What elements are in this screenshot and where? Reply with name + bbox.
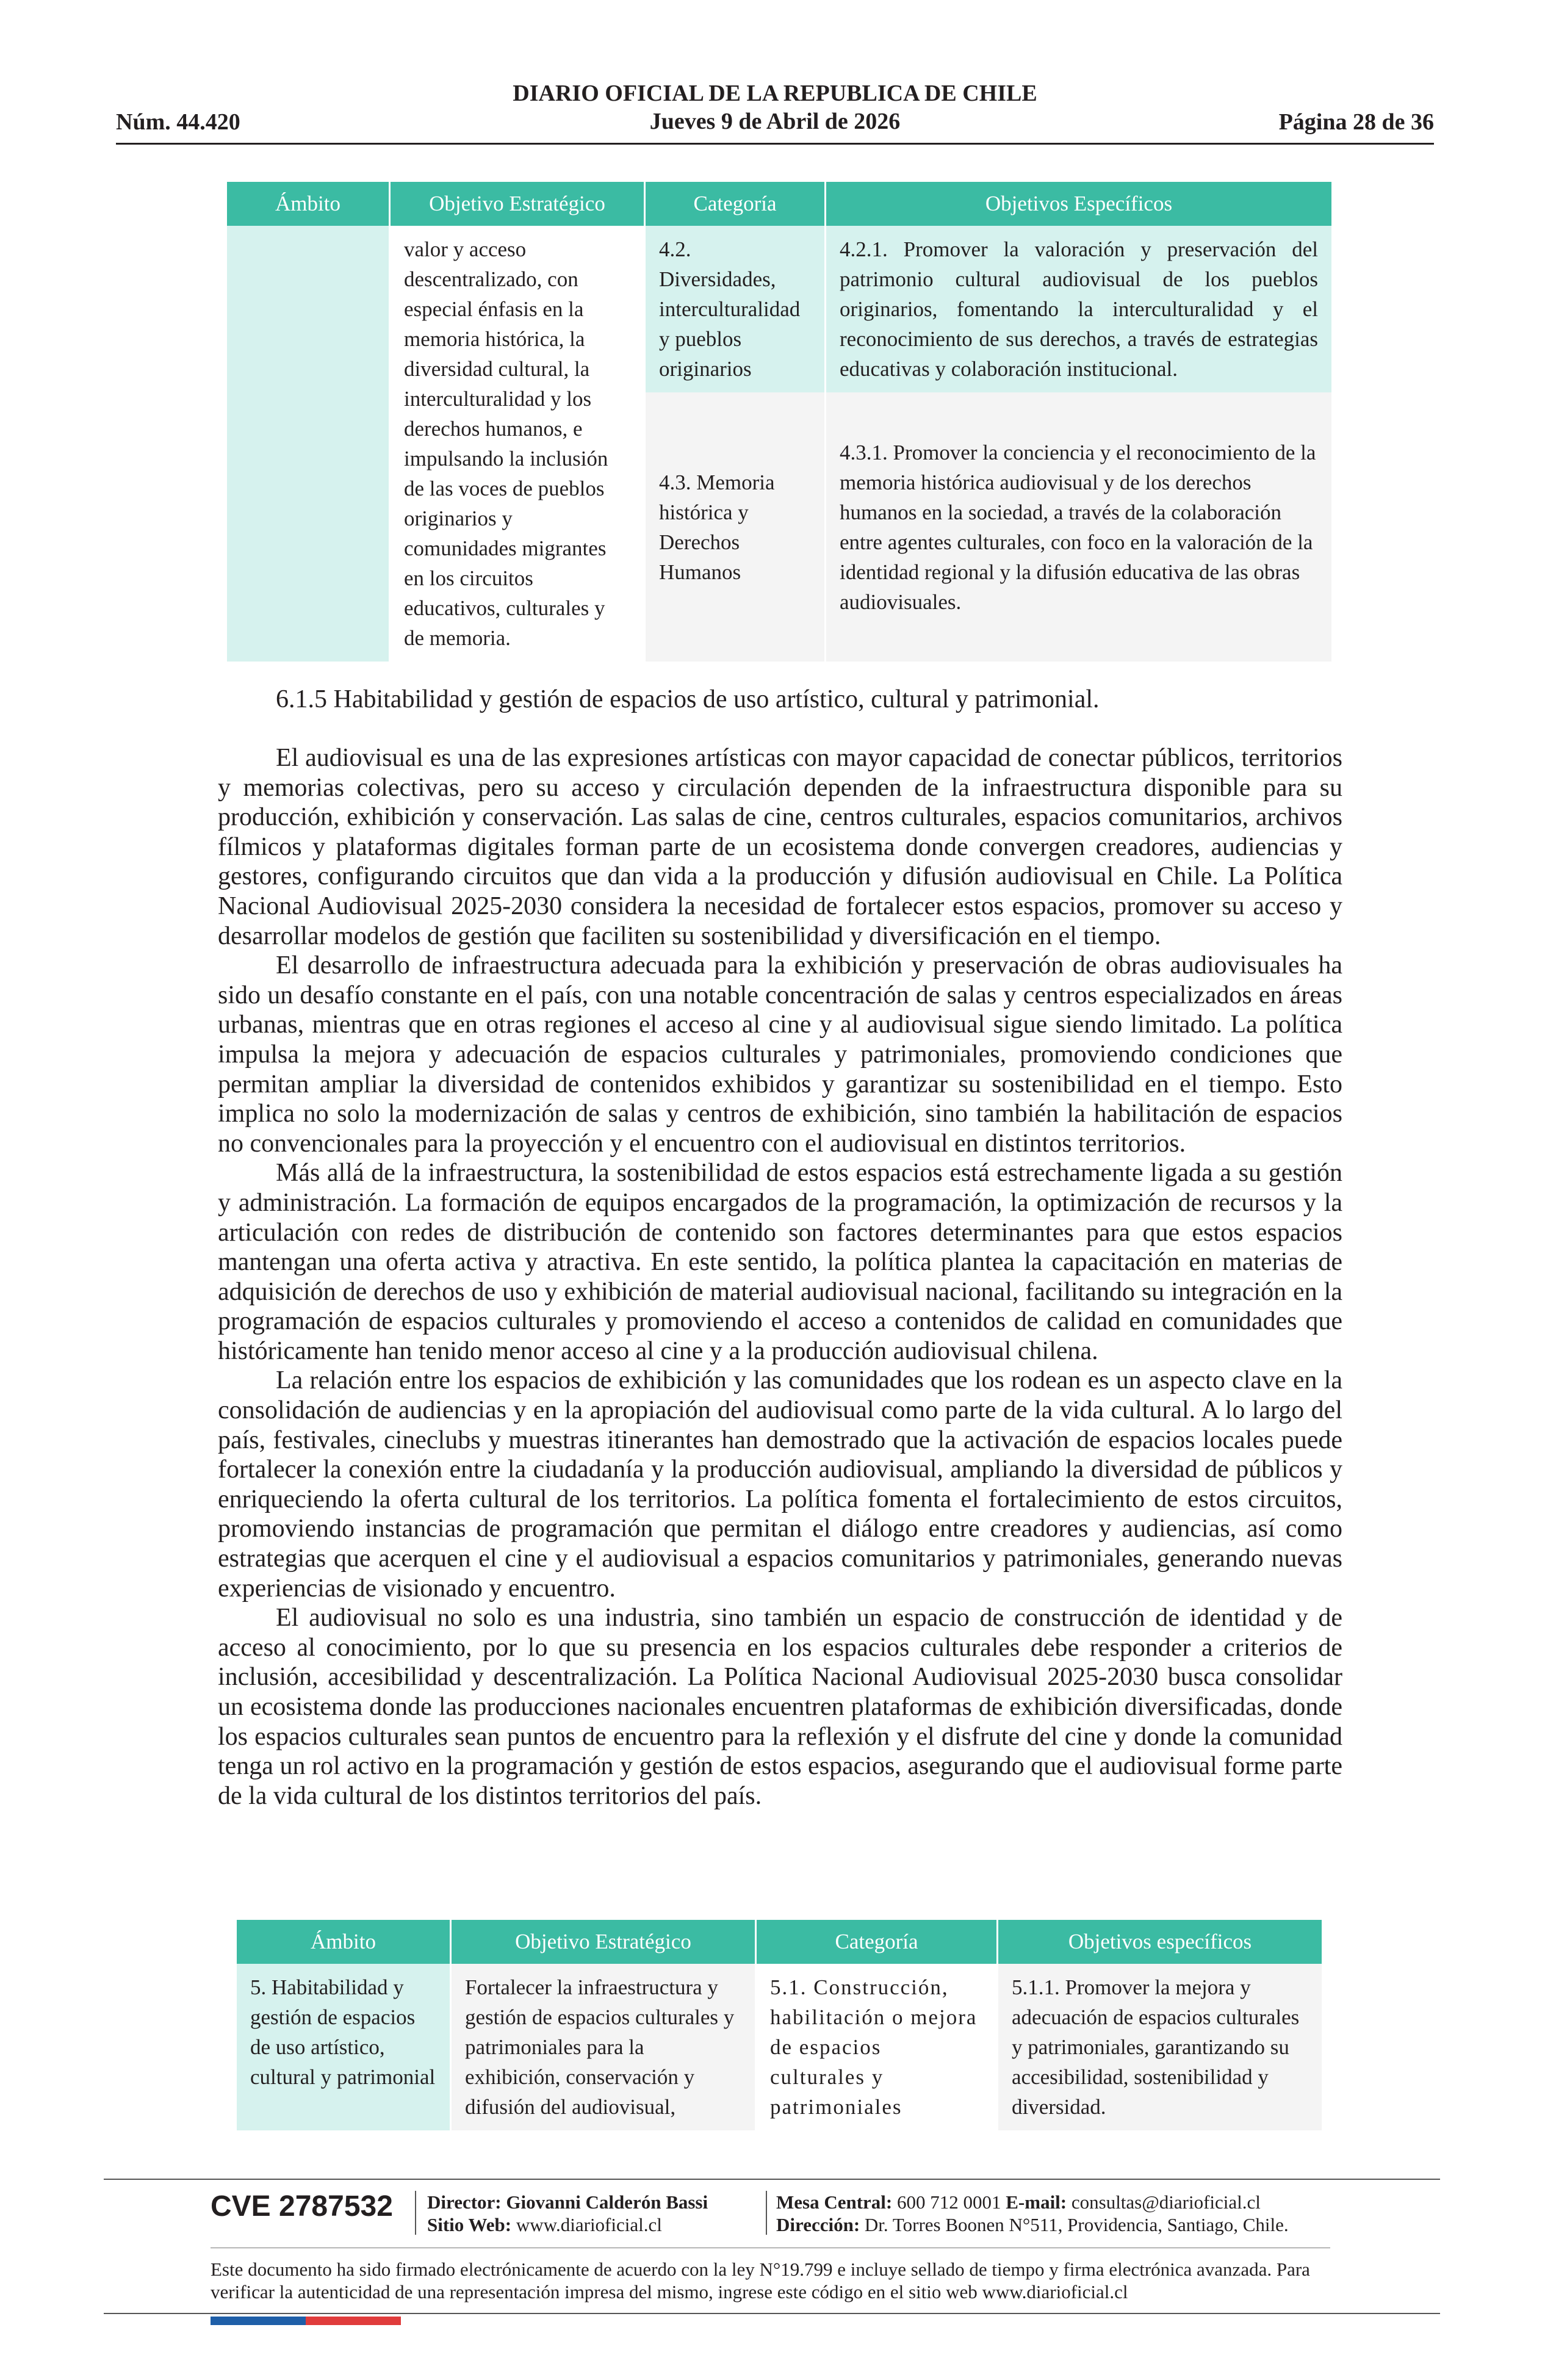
address: Dr. Torres Boonen N°511, Providencia, Santiago, Chile. bbox=[864, 2214, 1289, 2235]
website-link[interactable]: www.diarioficial.cl bbox=[516, 2214, 662, 2235]
objectives-table-4 bbox=[227, 182, 1331, 662]
footer-divider bbox=[766, 2191, 767, 2235]
page-number: Página 28 de 36 bbox=[1278, 109, 1434, 135]
table-row bbox=[227, 226, 1331, 392]
footer-rule-bottom bbox=[104, 2313, 1440, 2314]
objectives-table-5 bbox=[237, 1920, 1322, 2130]
header-categoria: Categoría bbox=[646, 182, 826, 226]
issue-number: Núm. 44.420 bbox=[116, 109, 240, 135]
header-ambito: Ámbito bbox=[237, 1920, 452, 1964]
paragraph: El audiovisual es una de las expresiones artísticas con mayor capacidad de conectar públicos, territorios y memorias colectivas, pero su acceso y circulación dependen de la infraestructura disponible para su producción, exhibición y conservación. Las salas de cine, centros culturales, espacios comunitarios, archivos fílmicos y plataformas digitales forman parte de un ecosistema donde convergen creadores, audiencias y gestores, configurando circuitos que dan vida a la producción y difusión audiovisual en Chile. La Política Nacional Audiovisual 2025-2030 considera la necesidad de fortalecer estos espacios, promover su acceso y desarrollar modelos de gestión que faciliten su sostenibilidad y diversificación en el tiempo. bbox=[218, 744, 1342, 950]
header-objetivo-estrategico: Objetivo Estratégico bbox=[452, 1920, 757, 1964]
header-rule bbox=[116, 143, 1434, 145]
email-link[interactable]: consultas@diarioficial.cl bbox=[1071, 2191, 1261, 2213]
header-objetivos-especificos: Objetivos Específicos bbox=[826, 182, 1331, 226]
page-header bbox=[116, 79, 1434, 143]
cell-objetivo-especifico: 5.1.1. Promover la mejora y adecuación de espacios culturales y patrimoniales, garantizando su accesibilidad, sostenibilidad y diversidad. bbox=[998, 1964, 1322, 2130]
director-name: Giovanni Calderón Bassi bbox=[506, 2191, 708, 2213]
paragraph: El audiovisual no solo es una industria, sino también un espacio de construcción de identidad y de acceso al conocimiento, por lo que su presencia en los espacios culturales debe responder a criterios de inclusión, accesibilidad y descentralización. La Política Nacional Audiovisual 2025-2030 busca consolidar un ecosistema donde las producciones nacionales encuentren plataformas de exhibición diversificadas, donde los espacios culturales sean puntos de encuentro para la reflexión y el disfrute del cine y donde la comunidad tenga un rol activo en la programación y gestión de estos espacios, asegurando que el audiovisual forme parte de la vida cultural de los distintos territorios del país. bbox=[218, 1604, 1342, 1810]
cell-categoria: 4.2. Diversidades, interculturalidad y pueblos originarios bbox=[646, 226, 826, 392]
cell-objetivo-especifico: 4.3.1. Promover la conciencia y el reconocimiento de la memoria histórica audiovisual y de los derechos humanos en la sociedad, a través de la colaboración entre agentes culturales, con foco en la valoración de la identidad regional y la difusión educativa de las obras audiovisuales. bbox=[826, 392, 1331, 662]
phone-number: 600 712 0001 bbox=[897, 2191, 1001, 2213]
flag-stripe bbox=[211, 2317, 401, 2325]
cell-objetivo-estrategico: valor y acceso descentralizado, con especial énfasis en la memoria histórica, la diversidad cultural, la interculturalidad y los derechos humanos, e impulsando la inclusión de las voces de pueblos originarios y comunidades migrantes en los circuitos educativos, culturales y de memoria. bbox=[391, 226, 646, 662]
footer-contact-block: Mesa Central: 600 712 0001 E-mail: consultas@diarioficial.cl Dirección: Dr. Torres Boonen N°511, Providencia, Santiago, Chile. bbox=[776, 2191, 1289, 2235]
cell-ambito: 5. Habitabilidad y gestión de espacios de uso artístico, cultural y patrimonial bbox=[237, 1964, 452, 2130]
paragraph: La relación entre los espacios de exhibición y las comunidades que los rodean es un aspecto clave en la consolidación de audiencias y en la apropiación del audiovisual como parte de la vida cultural. A lo largo del país, festivales, cineclubs y muestras itinerantes han demostrado que la activación de espacios locales puede fortalecer la conexión entre la ciudadanía y la producción audiovisual, ampliando la diversidad de públicos y enriqueciendo la oferta cultural de los territorios. La política fomenta el fortalecimiento de estos circuitos, promoviendo instancias de programación que permitan el diálogo entre creadores y audiencias, así como estrategias que acerquen el cine y el audiovisual a espacios comunitarios y patrimoniales, generando nuevas experiencias de visionado y encuentro. bbox=[218, 1366, 1342, 1603]
header-objetivo-estrategico: Objetivo Estratégico bbox=[391, 182, 646, 226]
table-header-row bbox=[227, 182, 1331, 226]
paragraph: Más allá de la infraestructura, la sostenibilidad de estos espacios está estrechamente ligada a su gestión y administración. La formación de equipos encargados de la programación, la optimización de recursos y la articulación con redes de distribución de contenido son factores determinantes para que estos espacios mantengan una oferta activa y atractiva. En este sentido, la política plantea la capacitación en materias de adquisición de derechos de uso y exhibición de material audiovisual nacional, facilitando su integración en la programación de espacios culturales y promoviendo el acceso a contenidos de calidad en comunidades que históricamente han tenido menor acceso al cine y a la producción audiovisual chilena. bbox=[218, 1159, 1342, 1365]
cell-objetivo-estrategico: Fortalecer la infraestructura y gestión de espacios culturales y patrimoniales para la exhibición, conservación y difusión del audiovisual, bbox=[452, 1964, 757, 2130]
legal-notice: Este documento ha sido firmado electrónicamente de acuerdo con la ley N°19.799 e incluye sellado de tiempo y firma electrónica avanzada. Para verificar la autenticidad de una representación impresa del mismo, ingrese este código en el sitio web www.diarioficial.cl bbox=[211, 2259, 1310, 2302]
footer-rule-top bbox=[104, 2179, 1440, 2180]
cell-categoria: 5.1. Construcción, habilitación o mejora de espacios culturales y patrimoniales bbox=[757, 1964, 998, 2130]
footer-director-block: Director: Giovanni Calderón Bassi Sitio Web: www.diarioficial.cl bbox=[427, 2191, 708, 2235]
cve-code: CVE 2787532 bbox=[211, 2190, 393, 2223]
header-ambito: Ámbito bbox=[227, 182, 391, 226]
cell-ambito bbox=[227, 226, 391, 662]
flag-red-segment bbox=[306, 2317, 401, 2325]
table-header-row bbox=[237, 1920, 1322, 1964]
publication-date: Jueves 9 de Abril de 2026 bbox=[649, 109, 901, 134]
header-categoria: Categoría bbox=[757, 1920, 998, 1964]
cell-objetivo-especifico: 4.2.1. Promover la valoración y preservación del patrimonio cultural audiovisual de los pueblos originarios, fomentando la interculturalidad y el reconocimiento de sus derechos, a través de estrategias educativas y colaboración institucional. bbox=[826, 226, 1331, 392]
section-body bbox=[218, 743, 1342, 1811]
footer-divider bbox=[415, 2191, 416, 2235]
flag-blue-segment bbox=[211, 2317, 306, 2325]
header-center bbox=[116, 79, 1434, 135]
table-row bbox=[237, 1964, 1322, 2130]
section-heading: 6.1.5 Habitabilidad y gestión de espacios de uso artístico, cultural y patrimonial. bbox=[276, 685, 1100, 713]
publication-title: DIARIO OFICIAL DE LA REPUBLICA DE CHILE bbox=[513, 81, 1037, 106]
paragraph: El desarrollo de infraestructura adecuada para la exhibición y preservación de obras audiovisuales ha sido un desafío constante en el país, con una notable concentración de salas y centros especializados en áreas urbanas, mientras que en otras regiones el acceso al cine y al audiovisual sigue siendo limitado. La política impulsa la mejora y adecuación de espacios culturales y patrimoniales, promoviendo condiciones que permitan ampliar la diversidad de contenidos exhibidos y garantizar su sostenibilidad en el tiempo. Esto implica no solo la modernización de salas y centros de exhibición, sino también la habilitación de espacios no convencionales para la proyección y el encuentro con el audiovisual en distintos territorios. bbox=[218, 951, 1342, 1158]
cell-categoria: 4.3. Memoria histórica y Derechos Humanos bbox=[646, 392, 826, 662]
header-objetivos-especificos: Objetivos específicos bbox=[998, 1920, 1322, 1964]
